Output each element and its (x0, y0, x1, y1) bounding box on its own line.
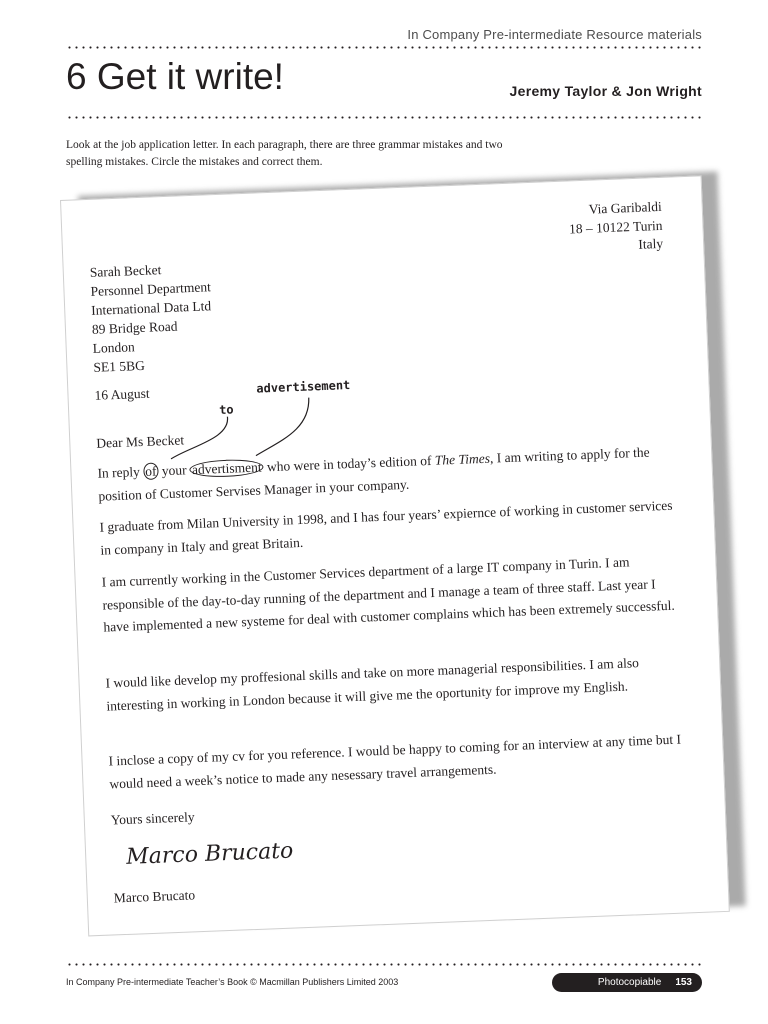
paragraph-2: I graduate from Milan University in 1998, and I has four years’ expiernce of working in customer services in company in Italy and great Britain. (99, 497, 673, 558)
photocopiable-label: Photocopiable (597, 977, 662, 988)
recipient-address-line: International Data Ltd (90, 298, 212, 318)
recipient-address-line: Sarah Becket (89, 262, 162, 280)
signed-name: Marco Brucato (113, 887, 196, 906)
paragraph-3: I am currently working in the Customer Services department of a large IT company in Turin. I am responsible of the day-to-day running of the department and I manage a team of three staff. Last year I have implemented a new systeme for deal with customer complains which has been extremely successful. (101, 554, 675, 635)
instructions: Look at the job application letter. In each paragraph, there are three grammar mistakes and two spelling mistakes. Circle the mistakes and correct them. (66, 139, 503, 168)
correction-advertisement: advertisement (256, 377, 351, 396)
circled-mistake: of (143, 462, 159, 480)
copyright-notice: In Company Pre-intermediate Teacher’s Book © Macmillan Publishers Limited 2003 (66, 977, 399, 987)
closing: Yours sincerely (110, 809, 195, 828)
text-run: , I am writing to apply for the position of Customer Servises Manager in your company. (98, 444, 650, 504)
unit-title: Get it write! (96, 56, 284, 97)
dotted-divider-top (66, 46, 702, 49)
correction-to: to (218, 402, 234, 418)
sender-address-line: Italy (638, 235, 664, 252)
recipient-address-line: Personnel Department (90, 279, 212, 299)
letter-date: 16 August (94, 385, 150, 403)
text-run: who were in today’s edition of (263, 452, 436, 475)
dotted-divider-bottom (66, 963, 702, 966)
photocopiable-badge (552, 973, 702, 992)
recipient-address-line: SE1 5BG (93, 357, 146, 375)
publication-title: The Times (434, 450, 491, 468)
unit-number: 6 (66, 56, 87, 97)
paragraph-4: I would like develop my proffesional skills and take on more managerial responsibilities. I am also interesting in working in London because it will give me the oportunity for improve my English. (105, 655, 640, 714)
letter-sheet (60, 175, 730, 936)
sender-address-line: 18 – 10122 Turin (568, 217, 663, 236)
recipient-address-line: 89 Bridge Road (91, 318, 178, 337)
circled-mistake: advertisment (190, 458, 264, 478)
page-number: 153 (675, 977, 692, 988)
paragraph-5: I inclose a copy of my cv for you reference. I would be happy to coming for an interview at any time but I would need a week’s notice to made any nesessary travel arrangements. (108, 731, 682, 792)
handwritten-signature: Marco Brucato (125, 838, 294, 870)
text-run: your (158, 462, 191, 479)
authors: Jeremy Taylor & Jon Wright (509, 83, 702, 99)
recipient-address-line: London (92, 339, 135, 356)
salutation: Dear Ms Becket (96, 432, 185, 451)
unit-heading (66, 58, 284, 95)
dotted-divider-heading (66, 116, 702, 119)
sender-address-line: Via Garibaldi (588, 198, 662, 217)
text-run: In reply (97, 464, 144, 481)
series-title: In Company Pre-intermediate Resource materials (407, 27, 702, 42)
